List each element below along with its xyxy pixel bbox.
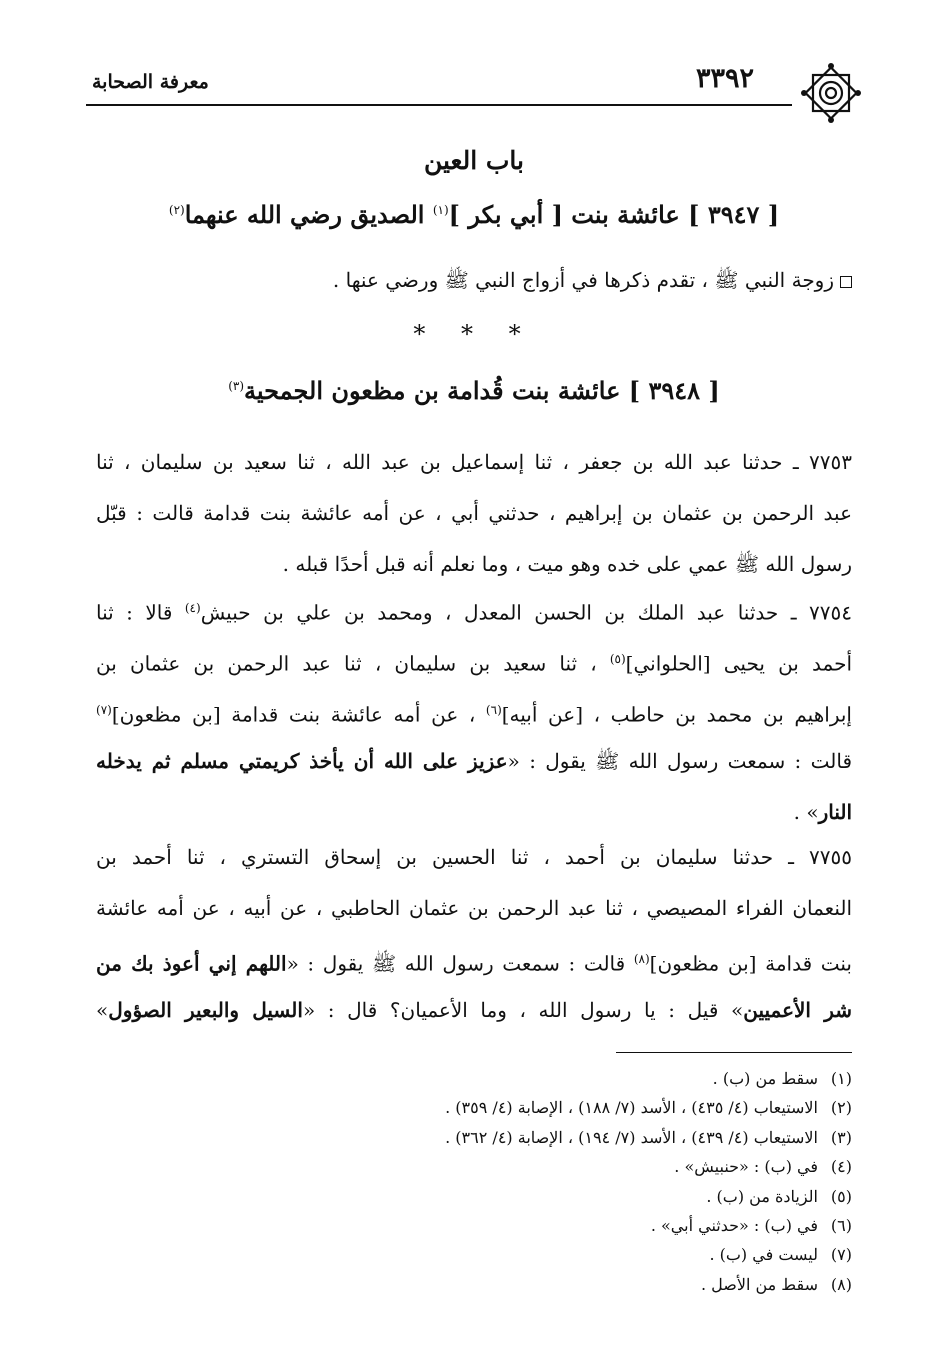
footnote-number: (٦) (830, 1215, 852, 1235)
footnote-ref[interactable]: (٢) (168, 203, 185, 217)
text-line (96, 934, 852, 985)
entry-title: [ ٣٩٤٨ ] عائشة بنت قُدامة بن مظعون الجمحية (244, 376, 720, 405)
footnote-number: (٣) (830, 1127, 852, 1147)
text-span: بنت قدامة [بن مظعون] (649, 951, 852, 976)
footnote-text: الاستيعاب (٤/ ٤٣٥) ، الأسد (٧/ ١٨٨) ، الإصابة (٤/ ٣٥٩) . (445, 1098, 818, 1118)
text-line (96, 685, 852, 736)
ornament-icon (800, 62, 862, 124)
footnote-item (96, 1093, 852, 1122)
text-line: النعمان الفراء المصيصي ، ثنا عبد الرحمن بن عثمان الحاطبي ، عن أبيه ، عن أمه عائشة (96, 896, 852, 920)
footnote-item (96, 1064, 852, 1093)
footnotes (96, 1064, 852, 1299)
hadith-7753 (96, 437, 852, 590)
footnote-ref[interactable]: (١) (432, 203, 449, 217)
entry-description (96, 268, 852, 297)
text-span: » (96, 998, 109, 1022)
footnote-item (96, 1270, 852, 1299)
text-line (96, 583, 852, 634)
hadith-quote: عزيز على الله أن يأخذ كريمتي مسلم ثم يدخله (96, 749, 508, 773)
footnote-number: (١) (830, 1069, 852, 1088)
hadith-quote: النار (818, 800, 852, 824)
entry-heading-3948 (60, 376, 888, 405)
footnote-number: (٤) (830, 1157, 852, 1177)
hadith-quote: شر الأعميين (743, 998, 852, 1022)
text-span: قالت : سمعت رسول الله ﷺ يقول : « (286, 951, 634, 976)
footnote-text: الاستيعاب (٤/ ٤٣٩) ، الأسد (٧/ ١٩٤) ، الإصابة (٤/ ٣٦٢) . (445, 1127, 818, 1147)
text-line (96, 985, 852, 1036)
header-rule (86, 104, 792, 106)
footnote-text: ليست في (ب) . (709, 1245, 818, 1265)
text-line: عبد الرحمن بن عثمان بن إبراهيم ، حدثني أبي ، عن أمه عائشة بنت قدامة قالت : قبّل (96, 501, 852, 525)
footnote-text: في (ب) : «حنبيش» . (674, 1157, 818, 1177)
hadith-7755 (96, 832, 852, 1036)
text-span: ، ثنا سعيد بن سليمان ، ثنا عبد الرحمن بن عثمان بن (96, 651, 610, 676)
entry-heading-3947 (60, 200, 888, 229)
description-text: زوجة النبي ﷺ ، تقدم ذكرها في أزواج النبي ﷺ ورضي عنها . (332, 268, 834, 292)
footnote-ref[interactable]: (٨) (633, 952, 650, 966)
footnote-number: (٥) (830, 1186, 852, 1206)
hadith-7754 (96, 583, 852, 838)
footnote-item (96, 1123, 852, 1152)
footnote-number: (٢) (830, 1098, 852, 1118)
footnote-rule (616, 1052, 852, 1053)
text-line (96, 736, 852, 787)
text-span: ٧٧٥٤ ـ حدثنا عبد الملك بن الحسن المعدل ، ومحمد بن علي بن حبيش (200, 600, 852, 625)
footnote-ref[interactable]: (٥) (609, 652, 626, 666)
square-bullet-icon (840, 276, 852, 288)
footnote-ref[interactable]: (٧) (96, 703, 112, 717)
footnote-text: الزيادة من (ب) . (706, 1186, 818, 1206)
page-header (86, 60, 862, 120)
text-line: ٧٧٥٥ ـ حدثنا سليمان بن أحمد ، ثنا الحسين بن إسحاق التستري ، ثنا أحمد بن (96, 845, 852, 869)
text-span: » . (793, 800, 819, 824)
running-title: معرفة الصحابة (92, 71, 209, 93)
footnote-text: سقط من (ب) . (712, 1069, 818, 1088)
footnote-text: سقط من الأصل . (700, 1274, 818, 1294)
section-title: باب العين (423, 146, 524, 175)
section-separator: * * * (413, 320, 535, 348)
text-span: قالت : سمعت رسول الله ﷺ يقول : « (507, 749, 852, 773)
footnote-text: في (ب) : «حدثني أبي» . (650, 1215, 818, 1235)
footnote-ref[interactable]: (٤) (184, 601, 201, 615)
text-span: أحمد بن يحيى [الحلواني] (625, 651, 852, 676)
footnote-item (96, 1240, 852, 1269)
footnote-number: (٨) (830, 1274, 852, 1294)
text-line: ٧٧٥٣ ـ حدثنا عبد الله بن جعفر ، ثنا إسماعيل بن عبد الله ، ثنا سعيد بن سليمان ، ثنا (96, 450, 852, 474)
hadith-quote: اللهم إني أعوذ بك من (96, 951, 287, 976)
footnote-ref[interactable]: (٣) (228, 379, 245, 393)
footnote-ref[interactable]: (٦) (485, 703, 502, 717)
footnote-number: (٧) (830, 1245, 852, 1265)
text-line (96, 787, 852, 838)
page-number: ٣٣٩٢ (695, 63, 754, 94)
text-span: ، عن أمه عائشة بنت قدامة [بن مظعون] (111, 702, 486, 727)
text-line: رسول الله ﷺ عمي على خده وهو ميت ، وما نعلم أنه قبل أحدًا قبله . (282, 552, 852, 576)
footnote-item (96, 1152, 852, 1181)
text-span: إبراهيم بن محمد بن حاطب ، [عن أبيه] (501, 702, 852, 727)
entry-title: [ ٣٩٤٧ ] عائشة بنت [ أبي بكر ] (448, 200, 780, 229)
text-line (96, 634, 852, 685)
footnote-item (96, 1182, 852, 1211)
text-span: قالا : ثنا (96, 600, 185, 625)
footnote-item (96, 1211, 852, 1240)
hadith-quote: السيل والبعير الصؤول (108, 998, 303, 1022)
entry-title-cont: الصديق رضي الله عنهما (184, 200, 433, 229)
text-span: » قيل : يا رسول الله ، وما الأعميان؟ قال : « (302, 998, 744, 1022)
